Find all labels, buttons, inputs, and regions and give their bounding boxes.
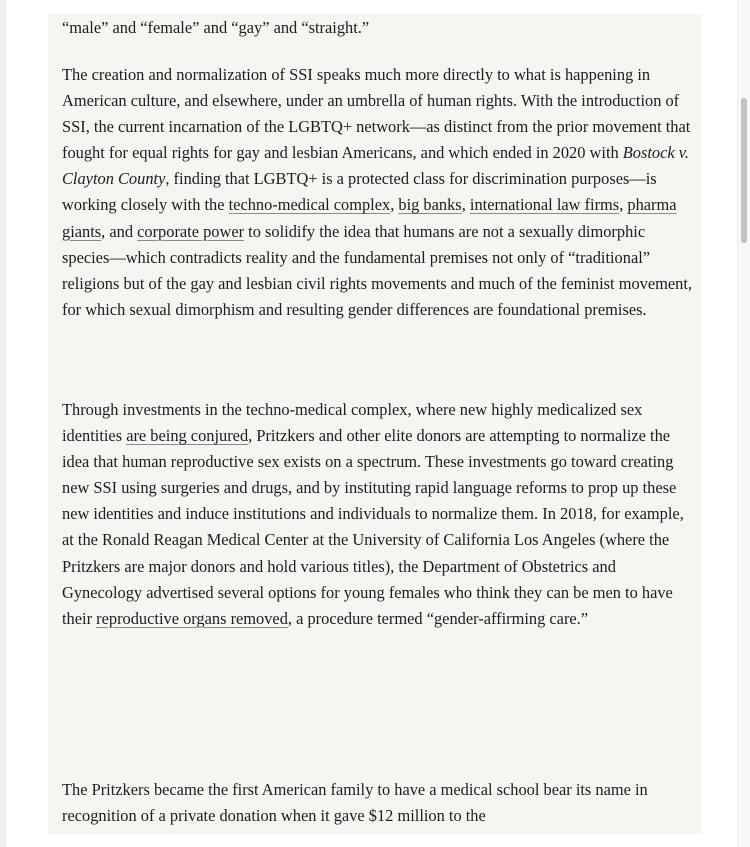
- paragraph-text: , finding that LGBTQ+ is a protected class for discrimination purposes—is working closely with the: [62, 169, 657, 215]
- link-corporate-power[interactable]: corporate power: [137, 221, 245, 241]
- link-international-law-firms[interactable]: international law firms: [469, 195, 620, 215]
- link-reproductive-organs-removed[interactable]: reproductive organs removed: [96, 608, 288, 628]
- link-are-being-conjured[interactable]: are being conjured: [126, 426, 249, 446]
- article-body: [48, 14, 702, 834]
- paragraph-ssi-normalization: [62, 62, 692, 323]
- link-techno-medical-complex[interactable]: techno-medical complex: [228, 195, 391, 215]
- paragraph-techno-medical-investments: [62, 397, 692, 632]
- separator: ,: [461, 195, 470, 215]
- link-pharma-giants[interactable]: pharma giants: [62, 195, 677, 241]
- paragraph-text: The creation and normalization of SSI speaks much more directly to what is happening in American culture, and elsewhere, under an umbrella of human rights. With the introduction of SSI, the current incarnation of the LGBTQ+ network—as distinct from the prior movement that fought for equal rights for gay and lesbian Americans, and which ended in 2020 with: [62, 65, 691, 163]
- paragraph-text: , and: [101, 221, 138, 241]
- paragraph-text: , Pritzkers and other elite donors are attempting to normalize the idea that human reproductive sex exists on a spectrum. These investments go toward creating new SSI using surgeries and drugs, and by instituting rapid language reforms to prop up these new identities and induce institutions and individuals to normalize them. In 2018, for example, at the Ronald Reagan Medical Center at the University of California Los Angeles (where the Pritzkers are major donors and hold various titles), the Department of Obstetrics and Gynecology advertised several options for young females who think they can be men to have their: [62, 426, 684, 628]
- paragraph-fragment: “male” and “female” and “gay” and “straight.”: [62, 18, 370, 37]
- paragraph-text: The Pritzkers became the first American family to have a medical school bear its name in recognition of a private donation when it gave $12 million to the: [62, 780, 648, 826]
- paragraph-text: to solidify the idea that humans are not a sexually dimorphic species—which contradicts reality and the fundamental premises not only of “traditional” religions but of the gay and lesbian civil rights movements and much of the feminist movement, for which sexual dimorphism and resulting gender differences are foundational premises.: [62, 221, 692, 319]
- scrollbar-thumb[interactable]: [741, 98, 747, 243]
- paragraph-text: , a procedure termed “gender-affirming care.”: [287, 608, 589, 628]
- paragraph-text: Through investments in the techno-medical complex, where new highly medicalized sex identities: [62, 400, 643, 446]
- vertical-scrollbar[interactable]: [737, 0, 750, 847]
- paragraph-pritzker-medical-school: [62, 777, 692, 829]
- separator: ,: [390, 195, 399, 215]
- case-citation: Bostock v. Clayton County: [62, 143, 689, 189]
- separator: ,: [619, 195, 628, 215]
- page-margin: [0, 0, 6, 847]
- link-big-banks[interactable]: big banks: [398, 195, 462, 215]
